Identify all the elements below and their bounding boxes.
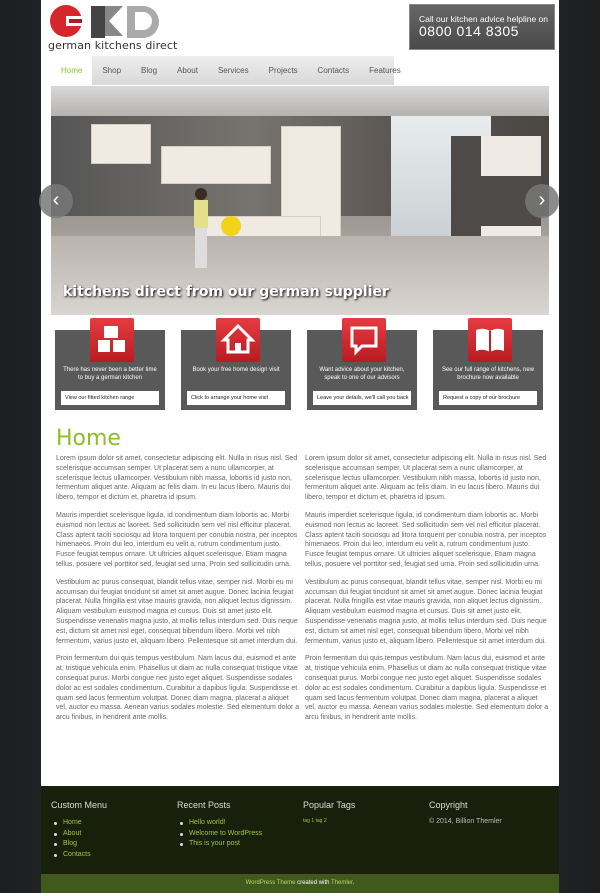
- helpline-box: [409, 4, 555, 50]
- footer-heading: Copyright: [429, 800, 468, 810]
- main-nav: [51, 56, 401, 85]
- speech-bubble-icon: [342, 318, 386, 362]
- nav-item-features[interactable]: Features: [369, 66, 401, 75]
- created-with-text: created with: [297, 880, 330, 886]
- page: [41, 0, 559, 893]
- themler-link[interactable]: Themler: [331, 880, 353, 886]
- feature-button[interactable]: Request a copy of our brochure: [439, 391, 537, 405]
- footer-link[interactable]: About: [51, 829, 107, 840]
- hero-slider[interactable]: [51, 86, 549, 315]
- feature-text: Book your free home design visit: [192, 367, 280, 373]
- footer-popular-tags: [303, 800, 355, 824]
- home-icon: [216, 318, 260, 362]
- period-text: .: [352, 880, 355, 886]
- gkd-logo[interactable]: [49, 4, 159, 38]
- nav-item-home[interactable]: Home: [51, 56, 92, 85]
- nav-item-services[interactable]: Services: [217, 66, 249, 75]
- footer-post-link[interactable]: This is your post: [177, 839, 262, 850]
- footer-heading: Custom Menu: [51, 800, 108, 810]
- footer-post-link[interactable]: Hello world!: [177, 818, 262, 829]
- footer: [41, 786, 559, 874]
- slider-next-button[interactable]: [525, 184, 559, 218]
- chevron-left-icon: ‹: [52, 189, 60, 211]
- feature-box: [55, 330, 165, 410]
- feature-box: [307, 330, 417, 410]
- content-column-right: [305, 454, 550, 731]
- feature-text: Want advice about your kitchen, speak to one of our advisors: [319, 367, 405, 381]
- wordpress-theme-link[interactable]: WordPress Theme: [245, 880, 296, 886]
- nav-item-contacts[interactable]: Contacts: [317, 66, 350, 75]
- footer-heading: Popular Tags: [303, 800, 356, 810]
- paragraph: Proin fermentum dui quis tempus vestibulum. Nam lacus dui, euismod et ante at, tristique vehicula enim. Phasellus ut diam ac nulla consequat tristique vitae consequat purus. Morbi congue nec justo eget aliquet. Suspendisse sodales dolor ac est sodales condimentum. Curabitur a dapibus ligula. Suspendisse et quam sed lacus fermentum volutpat. Donec diam magna, placerat a aliquet vel, auctor eu massa. Aenean varius sodales molestie. Sed elementum dolor a arcu finibus, in hendrerit ante mollis.: [56, 655, 300, 722]
- footer-recent-posts: [177, 800, 262, 850]
- paragraph: Vestibulum ac purus consequat, blandit tellus vitae, semper nisl. Morbi eu mi accumsan dui feugiat tincidunt sit amet sit amet augue. Donec lacinia feugiat placerat. Nulla fringilla est vitae mauris gravida, non aliquet lectus dignissim. Aliquam vestibulum euismod magna et cursus. Duis sit amet justo elit. Suspendisse venenatis magna justo, at mollis tellus interdum sed. Duis neque est, dictum sit amet nisl eget, consequat bibendum libero. Morbi vel nibh fermentum, varius justo et, aliquam libero. Pellentesque sit amet interdum dui.: [305, 578, 547, 645]
- feature-button[interactable]: View our fitted kitchen range: [61, 391, 159, 405]
- chevron-right-icon: ›: [538, 189, 546, 211]
- feature-box: [181, 330, 291, 410]
- cubes-icon: [90, 318, 134, 362]
- feature-boxes: [55, 318, 549, 410]
- bottom-bar: [41, 874, 559, 893]
- paragraph: Mauris imperdiet scelerisque ligula, id condimentum diam lobortis ac. Morbi euismod non lectus ac laoreet. Sed sollicitudin sem vel nisl efficitur placerat. Class aptent taciti sociosqu ad litora torquent per conubia nostra, per inceptos himenaeos. Proin dui leo, interdum eu velit a, rutrum condimentum justo. Fusce feugiat tempus ornare. Ut ultricies aliquet scelerisque. Etiam magna tellus, posuere vel porttitor sed, feugiat sed urna. Proin sed sollicitudin urna.: [305, 511, 547, 568]
- nav-item-shop[interactable]: Shop: [102, 66, 122, 75]
- paragraph: Proin fermentum dui quis tempus vestibulum. Nam lacus dui, euismod et ante at, tristique vehicula enim. Phasellus ut diam ac nulla consequat tristique vitae consequat purus. Morbi congue nec justo eget aliquet. Suspendisse sodales dolor ac est sodales condimentum. Curabitur a dapibus ligula. Suspendisse et quam sed lacus fermentum volutpat. Donec diam magna, placerat a aliquet vel, auctor eu massa. Aenean varius sodales molestie. Sed elementum dolor a arcu finibus, in hendrerit ante mollis.: [305, 655, 549, 722]
- footer-custom-menu: [51, 800, 107, 860]
- feature-text: See our full range of kitchens, new brochure now available: [441, 367, 535, 381]
- helpline-number[interactable]: 0800 014 8305: [419, 23, 519, 39]
- helpline-label: Call our kitchen advice helpline on: [419, 14, 548, 24]
- tag-cloud[interactable]: tag 1 tag 2: [303, 818, 327, 824]
- feature-button[interactable]: Leave your details, we'll call you back: [313, 391, 411, 405]
- copyright-text: © 2014, Billion Themler: [429, 818, 502, 825]
- footer-link[interactable]: Home: [51, 818, 107, 829]
- footer-link[interactable]: Contacts: [51, 850, 107, 861]
- paragraph: Vestibulum ac purus consequat, blandit tellus vitae, semper nisl. Morbi eu mi accumsan dui feugiat tincidunt sit amet sit amet augue. Donec lacinia feugiat placerat. Nulla fringilla est vitae mauris gravida, non aliquet lectus dignissim. Aliquam vestibulum euismod magna et cursus. Duis sit amet justo elit. Suspendisse venenatis magna justo, at mollis tellus interdum sed. Duis neque est, dictum sit amet nisl eget, consequat bibendum libero. Morbi vel nibh fermentum, varius justo et, aliquam libero. Pellentesque sit amet interdum dui.: [56, 578, 298, 645]
- paragraph: Lorem ipsum dolor sit amet, consectetur adipiscing elit. Nulla in risus nisl. Sed scelerisque accumsan semper. Ut placerat sem a nunc ullamcorper, at scelerisque lectus ullamcorper. Vestibulum nibh massa, lobortis id justo non, fermentum aliquet ante. Aliquam ac felis diam. In eu lacus libero. Mauris dui libero, tempor et dictum et, pharetra id ipsum.: [56, 455, 298, 502]
- feature-button[interactable]: Click to arrange your home visit: [187, 391, 285, 405]
- nav-item-about[interactable]: About: [177, 66, 198, 75]
- footer-post-link[interactable]: Welcome to WordPress: [177, 829, 262, 840]
- footer-heading: Recent Posts: [177, 800, 231, 810]
- footer-link[interactable]: Blog: [51, 839, 107, 850]
- footer-copyright: [429, 800, 502, 825]
- header: [41, 0, 559, 56]
- slider-caption: kitchens direct from our german supplier: [63, 284, 389, 300]
- slider-prev-button[interactable]: [39, 184, 73, 218]
- nav-item-projects[interactable]: Projects: [268, 66, 298, 75]
- logo-text: german kitchens direct: [48, 39, 178, 52]
- nav-item-blog[interactable]: Blog: [141, 66, 158, 75]
- page-title: Home: [56, 426, 121, 451]
- feature-box: [433, 330, 543, 410]
- content-column-left: [56, 454, 301, 731]
- paragraph: Lorem ipsum dolor sit amet, consectetur adipiscing elit. Nulla in risus nisl. Sed scelerisque accumsan semper. Ut placerat sem a nunc ullamcorper, at scelerisque lectus ullamcorper. Vestibulum nibh massa, lobortis id justo non, fermentum aliquet ante. Aliquam ac felis diam. In eu lacus libero. Mauris dui libero, tempor et dictum et, pharetra id ipsum.: [305, 455, 547, 502]
- book-icon: [468, 318, 512, 362]
- paragraph: Mauris imperdiet scelerisque ligula, id condimentum diam lobortis ac. Morbi euismod non lectus ac laoreet. Sed sollicitudin sem vel nisl efficitur placerat. Class aptent taciti sociosqu ad litora torquent per conubia nostra, per inceptos himenaeos. Proin dui leo, interdum eu velit a, rutrum condimentum justo. Fusce feugiat tempus ornare. Ut ultricies aliquet scelerisque. Etiam magna tellus, posuere vel porttitor sed, feugiat sed urna. Proin sed sollicitudin urna.: [56, 511, 298, 568]
- feature-text: There has never been a better time to buy a german kitchen: [63, 367, 157, 381]
- people-figure: [181, 186, 241, 276]
